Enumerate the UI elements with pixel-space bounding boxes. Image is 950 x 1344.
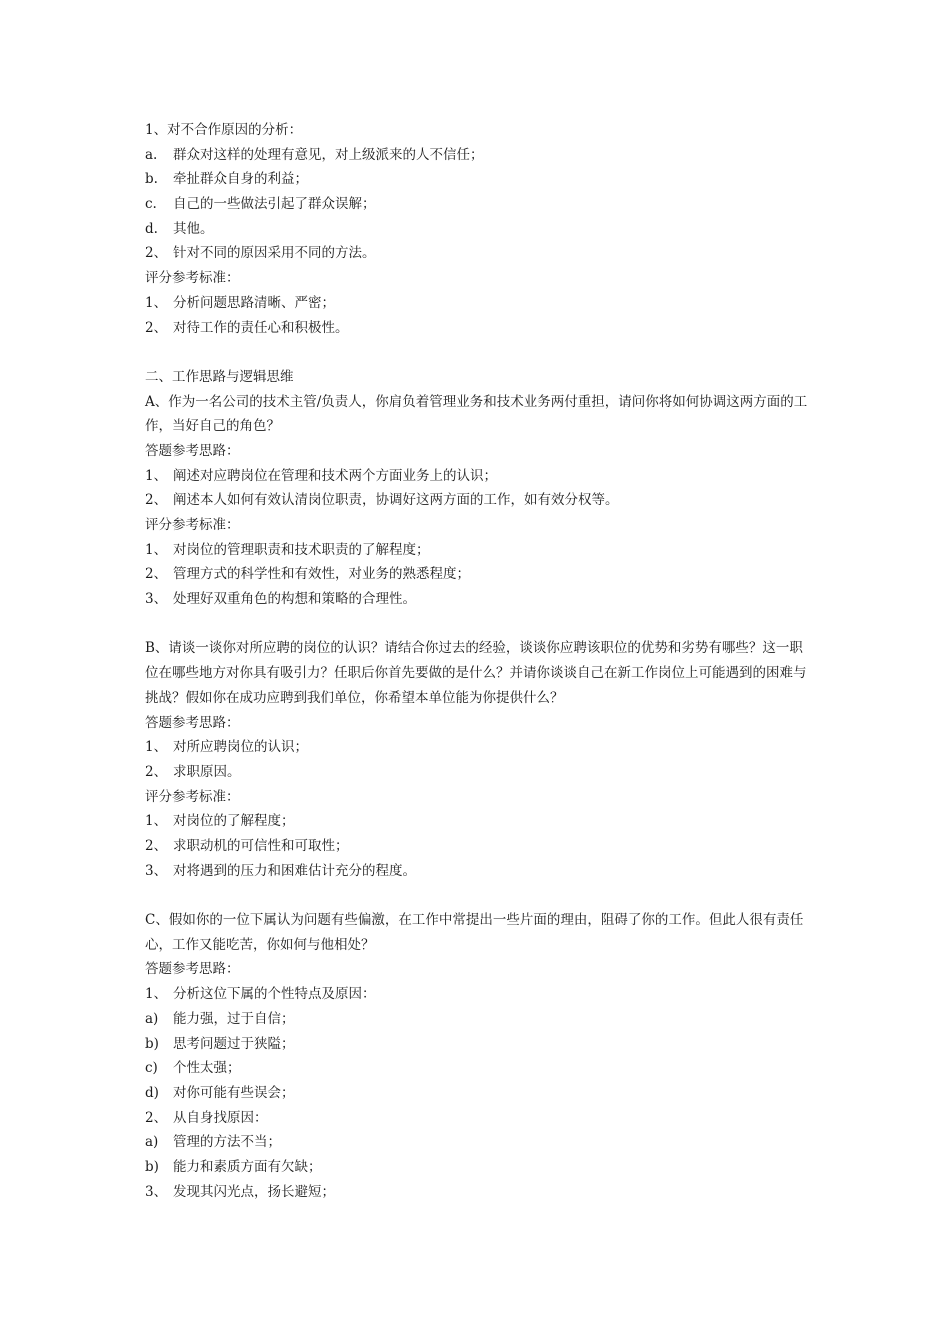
list-item: [145, 316, 810, 341]
item-mark: b): [145, 1158, 159, 1175]
item-text: 自己的一些做法引起了群众误解；: [173, 196, 376, 213]
item-text: 处理好双重角色的构想和策略的合理性。: [173, 591, 416, 608]
list-item: [145, 192, 810, 217]
item-mark: c): [145, 1060, 158, 1077]
spacer: [145, 340, 810, 365]
item-text: 对你可能有些误会；: [173, 1084, 295, 1101]
item-mark: d.: [145, 220, 158, 237]
document-content: [145, 118, 810, 1204]
spacer: [145, 612, 810, 637]
item-text: 求职动机的可信性和可取性；: [173, 838, 349, 855]
item-text: 针对不同的原因采用不同的方法。: [173, 245, 376, 262]
item-text: 对岗位的管理职责和技术职责的了解程度；: [173, 541, 430, 558]
item-mark: 1、: [145, 813, 168, 830]
item-text: 分析这位下属的个性特点及原因：: [173, 986, 376, 1003]
list-item: [145, 587, 810, 612]
item-mark: 1、: [145, 739, 168, 756]
list-item: [145, 241, 810, 266]
list-item: [145, 1032, 810, 1057]
item-text: 能力和素质方面有欠缺；: [173, 1158, 322, 1175]
answer-label: 答题参考思路：: [145, 442, 240, 459]
list-item: [145, 1155, 810, 1180]
item-mark: 2、: [145, 319, 168, 336]
item-text: 对所应聘岗位的认识；: [173, 739, 308, 756]
item-text: 群众对这样的处理有意见，对上级派来的人不信任；: [173, 146, 484, 163]
spacer: [145, 883, 810, 908]
item-mark: 3、: [145, 862, 168, 879]
list-item: [145, 1130, 810, 1155]
item-text: 发现其闪光点，扬长避短；: [173, 1183, 335, 1200]
item-mark: b): [145, 1035, 159, 1052]
item-text: 对待工作的责任心和积极性。: [173, 319, 349, 336]
item-mark: a.: [145, 146, 158, 163]
item-mark: 1、: [145, 294, 168, 311]
item-mark: 2、: [145, 1109, 168, 1126]
list-item: [145, 1056, 810, 1081]
list-item: [145, 143, 810, 168]
item-mark: a): [145, 1010, 159, 1027]
item-mark: b.: [145, 171, 158, 188]
list-item: [145, 735, 810, 760]
item-mark: 2、: [145, 492, 168, 509]
item-mark: 2、: [145, 566, 168, 583]
item-mark: 3、: [145, 591, 168, 608]
list-item: [145, 464, 810, 489]
list-item: [145, 167, 810, 192]
item-mark: d): [145, 1084, 159, 1101]
list-item: [145, 1180, 810, 1205]
item-text: 能力强，过于自信；: [173, 1010, 295, 1027]
item-text: 对岗位的了解程度；: [173, 813, 295, 830]
section-title: 1、对不合作原因的分析：: [145, 122, 303, 138]
list-item: [145, 1106, 810, 1131]
list-item: [145, 809, 810, 834]
item-mark: a): [145, 1134, 159, 1151]
list-item: [145, 488, 810, 513]
item-text: 思考问题过于狭隘；: [173, 1035, 295, 1052]
item-text: 分析问题思路清晰、严密；: [173, 294, 335, 311]
answer-label: 答题参考思路：: [145, 961, 240, 978]
list-item: [145, 982, 810, 1007]
list-item: [145, 217, 810, 242]
item-text: 牵扯群众自身的利益；: [173, 171, 308, 188]
answer-label: 答题参考思路：: [145, 714, 240, 731]
item-mark: c.: [145, 196, 157, 213]
item-text: 对将遇到的压力和困难估计充分的程度。: [173, 862, 416, 879]
item-text: 其他。: [173, 220, 214, 237]
list-item: [145, 538, 810, 563]
item-text: 求职原因。: [173, 763, 241, 780]
item-mark: 2、: [145, 763, 168, 780]
item-text: 从自身找原因：: [173, 1109, 268, 1126]
item-mark: 1、: [145, 986, 168, 1003]
item-text: 阐述本人如何有效认清岗位职责，协调好这两方面的工作，如有效分权等。: [173, 492, 619, 509]
item-text: 管理方式的科学性和有效性，对业务的熟悉程度；: [173, 566, 470, 583]
item-mark: 2、: [145, 245, 168, 262]
list-item: [145, 760, 810, 785]
item-mark: 1、: [145, 467, 168, 484]
item-text: 个性太强；: [173, 1060, 241, 1077]
item-text: 阐述对应聘岗位在管理和技术两个方面业务上的认识；: [173, 467, 497, 484]
criteria-label: 评分参考标准：: [145, 788, 240, 805]
list-item: [145, 562, 810, 587]
list-item: [145, 1081, 810, 1106]
question-b: B、请谈一谈你对所应聘的岗位的认识？请结合你过去的经验，谈谈你应聘该职位的优势和劣势有哪些？这一职位在哪些地方对你具有吸引力？任职后你首先要做的是什么？并请你谈谈自己在新工作岗位上可能遇到的困难与挑战？假如你在成功应聘到我们单位，你希望本单位能为你提供什么？: [145, 640, 807, 706]
question-c: C、假如你的一位下属认为问题有些偏激，在工作中常提出一些片面的理由，阻碍了你的工作。但此人很有责任心，工作又能吃苦，你如何与他相处？: [145, 912, 804, 953]
item-mark: 2、: [145, 838, 168, 855]
list-item: [145, 291, 810, 316]
list-item: [145, 1007, 810, 1032]
criteria-label: 评分参考标准：: [145, 517, 240, 534]
item-mark: 1、: [145, 541, 168, 558]
question-a: A、作为一名公司的技术主管/负责人，你肩负着管理业务和技术业务两付重担，请问你将如何协调这两方面的工作，当好自己的角色？: [145, 393, 808, 435]
list-item: [145, 834, 810, 859]
section-heading: 二、工作思路与逻辑思维: [145, 368, 294, 385]
list-item: [145, 859, 810, 884]
item-text: 管理的方法不当；: [173, 1134, 281, 1151]
criteria-label: 评分参考标准：: [145, 270, 240, 287]
item-mark: 3、: [145, 1183, 168, 1200]
